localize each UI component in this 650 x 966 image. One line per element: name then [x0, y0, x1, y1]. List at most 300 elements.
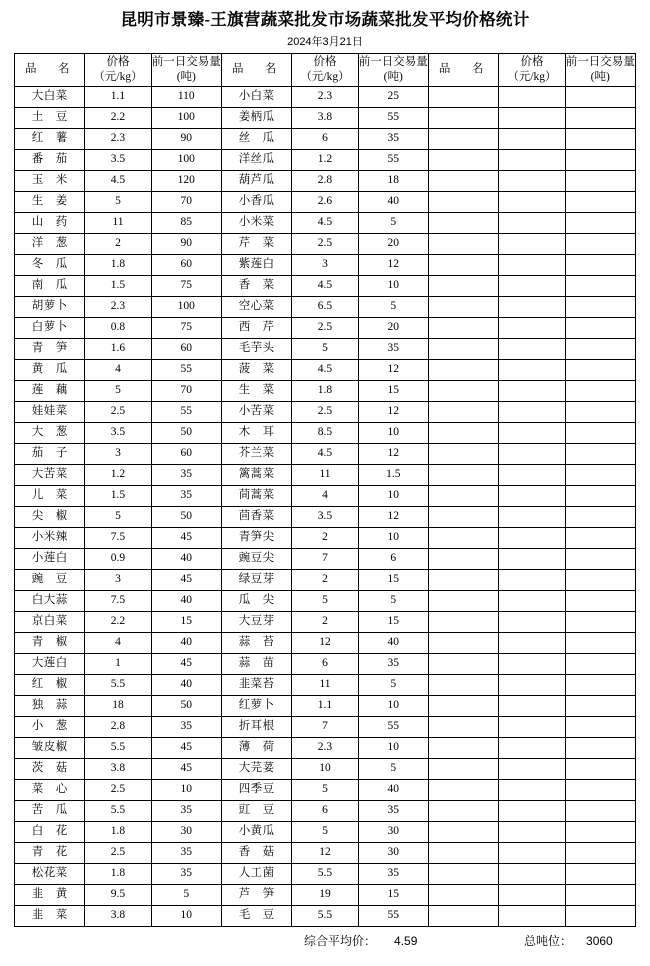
cell-product-name: 莲 藕	[15, 380, 85, 401]
cell-product-name	[428, 443, 498, 464]
cell-price	[499, 401, 565, 422]
header-volume-2: 前一日交易量(吨)	[358, 53, 428, 86]
cell-volume	[565, 401, 635, 422]
cell-volume: 5	[358, 212, 428, 233]
total-tonnage-label: 总吨位：	[524, 933, 573, 948]
cell-product-name: 儿 菜	[15, 485, 85, 506]
cell-volume: 15	[358, 611, 428, 632]
cell-product-name: 空心菜	[221, 296, 291, 317]
cell-price	[499, 275, 565, 296]
cell-price: 1	[85, 653, 151, 674]
cell-price: 12	[292, 632, 358, 653]
page-date: 2024年3月21日	[287, 35, 363, 48]
cell-price	[499, 695, 565, 716]
table-row	[15, 359, 636, 380]
table-row	[15, 86, 636, 107]
cell-volume: 10	[358, 485, 428, 506]
cell-product-name: 大芫荽	[221, 758, 291, 779]
cell-price: 1.8	[85, 821, 151, 842]
cell-volume	[565, 716, 635, 737]
cell-product-name: 小莲白	[15, 548, 85, 569]
cell-volume: 15	[358, 380, 428, 401]
cell-product-name	[428, 107, 498, 128]
cell-price: 6	[292, 653, 358, 674]
table-row	[15, 338, 636, 359]
cell-price: 2	[292, 527, 358, 548]
cell-volume	[565, 128, 635, 149]
cell-product-name: 红萝卜	[221, 695, 291, 716]
cell-price	[499, 905, 565, 926]
average-price-value: 4.59	[394, 933, 418, 948]
table-row	[15, 674, 636, 695]
cell-product-name: 丝 瓜	[221, 128, 291, 149]
cell-price: 11	[292, 674, 358, 695]
cell-price	[499, 191, 565, 212]
table-row	[15, 737, 636, 758]
cell-volume: 55	[358, 107, 428, 128]
average-price-label: 综合平均价：	[304, 933, 377, 948]
table-row	[15, 548, 636, 569]
cell-product-name: 豌豆尖	[221, 548, 291, 569]
table-row	[15, 443, 636, 464]
cell-volume: 5	[358, 758, 428, 779]
cell-volume	[565, 191, 635, 212]
cell-volume	[565, 569, 635, 590]
cell-volume: 55	[151, 359, 221, 380]
cell-price: 11	[85, 212, 151, 233]
cell-product-name	[428, 212, 498, 233]
cell-volume: 40	[358, 191, 428, 212]
cell-product-name: 番 茄	[15, 149, 85, 170]
cell-product-name: 洋丝瓜	[221, 149, 291, 170]
cell-product-name: 薄 荷	[221, 737, 291, 758]
cell-product-name: 青 笋	[15, 338, 85, 359]
cell-volume	[565, 233, 635, 254]
cell-volume: 45	[151, 758, 221, 779]
table-row	[15, 464, 636, 485]
cell-volume: 50	[151, 506, 221, 527]
cell-volume	[565, 485, 635, 506]
cell-price	[499, 842, 565, 863]
cell-product-name: 毛芋头	[221, 338, 291, 359]
cell-price	[499, 317, 565, 338]
cell-product-name: 毛 豆	[221, 905, 291, 926]
cell-price: 9.5	[85, 884, 151, 905]
cell-price: 5.5	[85, 674, 151, 695]
cell-product-name	[428, 674, 498, 695]
cell-price: 3.5	[85, 422, 151, 443]
table-row	[15, 233, 636, 254]
cell-volume: 35	[151, 800, 221, 821]
cell-price	[499, 212, 565, 233]
cell-product-name	[428, 779, 498, 800]
cell-volume: 40	[151, 590, 221, 611]
cell-price: 4.5	[292, 443, 358, 464]
cell-product-name: 小黄瓜	[221, 821, 291, 842]
cell-product-name: 小 葱	[15, 716, 85, 737]
table-row	[15, 317, 636, 338]
cell-price: 1.1	[292, 695, 358, 716]
cell-volume: 50	[151, 695, 221, 716]
header-name-3: 品 名	[428, 53, 498, 86]
table-row	[15, 485, 636, 506]
cell-price: 2.5	[292, 317, 358, 338]
cell-product-name: 小米菜	[221, 212, 291, 233]
cell-price: 7	[292, 716, 358, 737]
cell-volume	[565, 611, 635, 632]
cell-price	[499, 338, 565, 359]
cell-price: 4.5	[292, 359, 358, 380]
cell-product-name: 山 药	[15, 212, 85, 233]
table-row	[15, 527, 636, 548]
cell-volume	[565, 800, 635, 821]
cell-product-name	[428, 716, 498, 737]
cell-product-name: 豌 豆	[15, 569, 85, 590]
cell-product-name: 篱蒿菜	[221, 464, 291, 485]
price-table	[14, 53, 636, 927]
cell-product-name	[428, 233, 498, 254]
cell-product-name: 皱皮椒	[15, 737, 85, 758]
cell-product-name: 独 蒜	[15, 695, 85, 716]
cell-product-name: 紫莲白	[221, 254, 291, 275]
cell-price	[499, 674, 565, 695]
cell-price: 2.5	[85, 779, 151, 800]
table-row	[15, 212, 636, 233]
cell-price: 11	[292, 464, 358, 485]
cell-price	[499, 86, 565, 107]
cell-price: 5.5	[292, 905, 358, 926]
cell-price: 2.5	[85, 842, 151, 863]
table-row	[15, 128, 636, 149]
cell-price: 0.8	[85, 317, 151, 338]
cell-product-name: 红 椒	[15, 674, 85, 695]
cell-product-name: 人工菌	[221, 863, 291, 884]
average-price	[304, 932, 417, 949]
cell-product-name: 黄 瓜	[15, 359, 85, 380]
cell-volume: 35	[151, 863, 221, 884]
cell-price: 2.3	[85, 296, 151, 317]
cell-volume: 20	[358, 233, 428, 254]
cell-price	[499, 107, 565, 128]
cell-product-name: 小米辣	[15, 527, 85, 548]
cell-price: 12	[292, 842, 358, 863]
cell-product-name: 韭 菜	[15, 905, 85, 926]
cell-product-name: 南 瓜	[15, 275, 85, 296]
cell-product-name: 白萝卜	[15, 317, 85, 338]
cell-volume	[565, 380, 635, 401]
cell-volume	[565, 632, 635, 653]
cell-volume: 40	[151, 548, 221, 569]
cell-volume: 5	[358, 590, 428, 611]
cell-volume: 35	[358, 338, 428, 359]
cell-volume: 85	[151, 212, 221, 233]
cell-volume	[565, 590, 635, 611]
cell-product-name: 小白菜	[221, 86, 291, 107]
cell-volume: 35	[151, 485, 221, 506]
cell-price: 1.6	[85, 338, 151, 359]
table-row	[15, 842, 636, 863]
cell-volume: 55	[358, 149, 428, 170]
total-tonnage	[524, 932, 613, 949]
cell-product-name	[428, 758, 498, 779]
cell-volume	[565, 86, 635, 107]
table-header-row	[15, 53, 636, 86]
cell-volume: 30	[358, 821, 428, 842]
cell-volume	[565, 905, 635, 926]
cell-price: 5.5	[292, 863, 358, 884]
cell-product-name: 娃娃菜	[15, 401, 85, 422]
cell-volume	[565, 548, 635, 569]
cell-product-name: 大苦菜	[15, 464, 85, 485]
cell-product-name: 蒜 苗	[221, 653, 291, 674]
cell-volume: 70	[151, 380, 221, 401]
cell-volume: 40	[358, 779, 428, 800]
cell-volume	[565, 317, 635, 338]
cell-price: 3.5	[292, 506, 358, 527]
cell-volume: 60	[151, 338, 221, 359]
cell-price: 2.3	[85, 128, 151, 149]
cell-volume	[565, 359, 635, 380]
cell-volume: 40	[151, 674, 221, 695]
cell-product-name: 洋 葱	[15, 233, 85, 254]
cell-volume: 45	[151, 653, 221, 674]
cell-volume	[565, 674, 635, 695]
cell-volume: 75	[151, 317, 221, 338]
cell-product-name: 小香瓜	[221, 191, 291, 212]
cell-product-name	[428, 632, 498, 653]
cell-price: 7	[292, 548, 358, 569]
summary-row	[14, 932, 636, 952]
cell-price: 2.8	[292, 170, 358, 191]
cell-price	[499, 443, 565, 464]
cell-volume	[565, 653, 635, 674]
cell-price: 2.6	[292, 191, 358, 212]
cell-product-name: 木 耳	[221, 422, 291, 443]
cell-price: 3	[85, 569, 151, 590]
table-row	[15, 758, 636, 779]
cell-price	[499, 737, 565, 758]
cell-product-name	[428, 149, 498, 170]
cell-price	[499, 359, 565, 380]
table-row	[15, 170, 636, 191]
cell-price	[499, 800, 565, 821]
table-row	[15, 611, 636, 632]
cell-price: 1.8	[292, 380, 358, 401]
header-name-2: 品 名	[221, 53, 291, 86]
cell-price: 1.8	[85, 863, 151, 884]
cell-product-name: 大豆芽	[221, 611, 291, 632]
cell-volume: 50	[151, 422, 221, 443]
cell-price	[499, 716, 565, 737]
cell-product-name	[428, 86, 498, 107]
cell-product-name: 西 芹	[221, 317, 291, 338]
cell-price: 4	[85, 359, 151, 380]
cell-product-name: 菠 菜	[221, 359, 291, 380]
cell-volume	[565, 863, 635, 884]
cell-volume	[565, 527, 635, 548]
cell-price: 5	[292, 590, 358, 611]
cell-product-name	[428, 884, 498, 905]
cell-price: 6	[292, 128, 358, 149]
cell-volume: 1.5	[358, 464, 428, 485]
cell-price	[499, 863, 565, 884]
cell-volume: 15	[358, 884, 428, 905]
cell-price	[499, 590, 565, 611]
cell-volume: 35	[151, 842, 221, 863]
header-price-1: 价格（元/kg）	[85, 53, 151, 86]
cell-volume	[565, 842, 635, 863]
cell-volume	[565, 737, 635, 758]
header-volume-3: 前一日交易量(吨)	[565, 53, 635, 86]
cell-product-name: 香 菇	[221, 842, 291, 863]
cell-volume: 35	[358, 653, 428, 674]
cell-price	[499, 233, 565, 254]
cell-volume: 35	[151, 464, 221, 485]
table-row	[15, 821, 636, 842]
cell-product-name	[428, 611, 498, 632]
cell-volume: 35	[358, 128, 428, 149]
cell-price: 2.5	[292, 233, 358, 254]
cell-price: 3	[85, 443, 151, 464]
table-row	[15, 380, 636, 401]
table-row	[15, 884, 636, 905]
cell-product-name	[428, 191, 498, 212]
table-body	[15, 86, 636, 926]
cell-volume	[565, 464, 635, 485]
cell-volume: 45	[151, 737, 221, 758]
cell-product-name: 冬 瓜	[15, 254, 85, 275]
page-title: 昆明市景臻-王旗营蔬菜批发市场蔬菜批发平均价格统计	[120, 10, 530, 29]
cell-product-name: 白大蒜	[15, 590, 85, 611]
cell-volume	[565, 254, 635, 275]
cell-price: 5	[85, 506, 151, 527]
cell-product-name: 芥兰菜	[221, 443, 291, 464]
cell-product-name: 蒜 苔	[221, 632, 291, 653]
cell-price: 2.3	[292, 86, 358, 107]
cell-price	[499, 170, 565, 191]
cell-price	[499, 632, 565, 653]
cell-product-name: 大 葱	[15, 422, 85, 443]
cell-price	[499, 653, 565, 674]
cell-product-name: 茼蒿菜	[221, 485, 291, 506]
cell-price: 1.2	[292, 149, 358, 170]
cell-volume: 10	[151, 905, 221, 926]
table-row	[15, 275, 636, 296]
table-header	[15, 53, 636, 86]
cell-volume: 10	[151, 779, 221, 800]
table-row	[15, 149, 636, 170]
cell-product-name	[428, 275, 498, 296]
cell-product-name: 香 菜	[221, 275, 291, 296]
cell-product-name: 生 姜	[15, 191, 85, 212]
cell-volume	[565, 107, 635, 128]
cell-product-name: 京白菜	[15, 611, 85, 632]
cell-price: 5	[292, 338, 358, 359]
cell-price: 1.5	[85, 275, 151, 296]
header-volume-1: 前一日交易量(吨)	[151, 53, 221, 86]
cell-product-name: 韭 黄	[15, 884, 85, 905]
cell-product-name	[428, 359, 498, 380]
cell-price: 5.5	[85, 737, 151, 758]
cell-price: 4.5	[85, 170, 151, 191]
cell-volume: 110	[151, 86, 221, 107]
cell-price	[499, 296, 565, 317]
cell-price: 5	[292, 821, 358, 842]
cell-price	[499, 821, 565, 842]
total-tonnage-value: 3060	[586, 933, 613, 948]
table-row	[15, 716, 636, 737]
table-row	[15, 653, 636, 674]
cell-volume: 30	[151, 821, 221, 842]
cell-volume: 90	[151, 233, 221, 254]
cell-volume: 40	[358, 632, 428, 653]
cell-product-name	[428, 653, 498, 674]
cell-price: 3.8	[85, 905, 151, 926]
cell-price: 3.5	[85, 149, 151, 170]
cell-price: 4	[85, 632, 151, 653]
cell-volume: 12	[358, 359, 428, 380]
cell-price: 5	[85, 380, 151, 401]
table-row	[15, 590, 636, 611]
cell-product-name: 小苦菜	[221, 401, 291, 422]
cell-price	[499, 569, 565, 590]
cell-product-name: 豇 豆	[221, 800, 291, 821]
cell-product-name: 生 菜	[221, 380, 291, 401]
cell-product-name	[428, 863, 498, 884]
cell-volume: 45	[151, 569, 221, 590]
cell-product-name: 苦 瓜	[15, 800, 85, 821]
cell-volume	[565, 443, 635, 464]
cell-product-name	[428, 737, 498, 758]
cell-price: 2	[85, 233, 151, 254]
cell-price: 6.5	[292, 296, 358, 317]
cell-volume	[565, 779, 635, 800]
header-price-3: 价格（元/kg）	[499, 53, 565, 86]
cell-price: 1.5	[85, 485, 151, 506]
table-row	[15, 191, 636, 212]
cell-product-name	[428, 317, 498, 338]
cell-volume	[565, 170, 635, 191]
cell-product-name: 茴香菜	[221, 506, 291, 527]
cell-product-name: 姜柄瓜	[221, 107, 291, 128]
cell-price: 0.9	[85, 548, 151, 569]
table-row	[15, 695, 636, 716]
cell-volume: 60	[151, 254, 221, 275]
table-row	[15, 632, 636, 653]
header-price-2: 价格（元/kg）	[292, 53, 358, 86]
cell-price	[499, 380, 565, 401]
table-row	[15, 401, 636, 422]
cell-price: 2.5	[85, 401, 151, 422]
cell-product-name: 白 花	[15, 821, 85, 842]
cell-volume: 12	[358, 254, 428, 275]
cell-price: 4	[292, 485, 358, 506]
cell-volume: 75	[151, 275, 221, 296]
cell-volume	[565, 422, 635, 443]
cell-volume: 20	[358, 317, 428, 338]
cell-volume: 25	[358, 86, 428, 107]
cell-price: 3	[292, 254, 358, 275]
cell-product-name: 尖 椒	[15, 506, 85, 527]
cell-volume	[565, 275, 635, 296]
cell-volume: 120	[151, 170, 221, 191]
cell-volume: 5	[151, 884, 221, 905]
cell-product-name	[428, 548, 498, 569]
cell-volume: 12	[358, 506, 428, 527]
cell-price: 19	[292, 884, 358, 905]
cell-product-name: 青笋尖	[221, 527, 291, 548]
cell-price: 7.5	[85, 527, 151, 548]
